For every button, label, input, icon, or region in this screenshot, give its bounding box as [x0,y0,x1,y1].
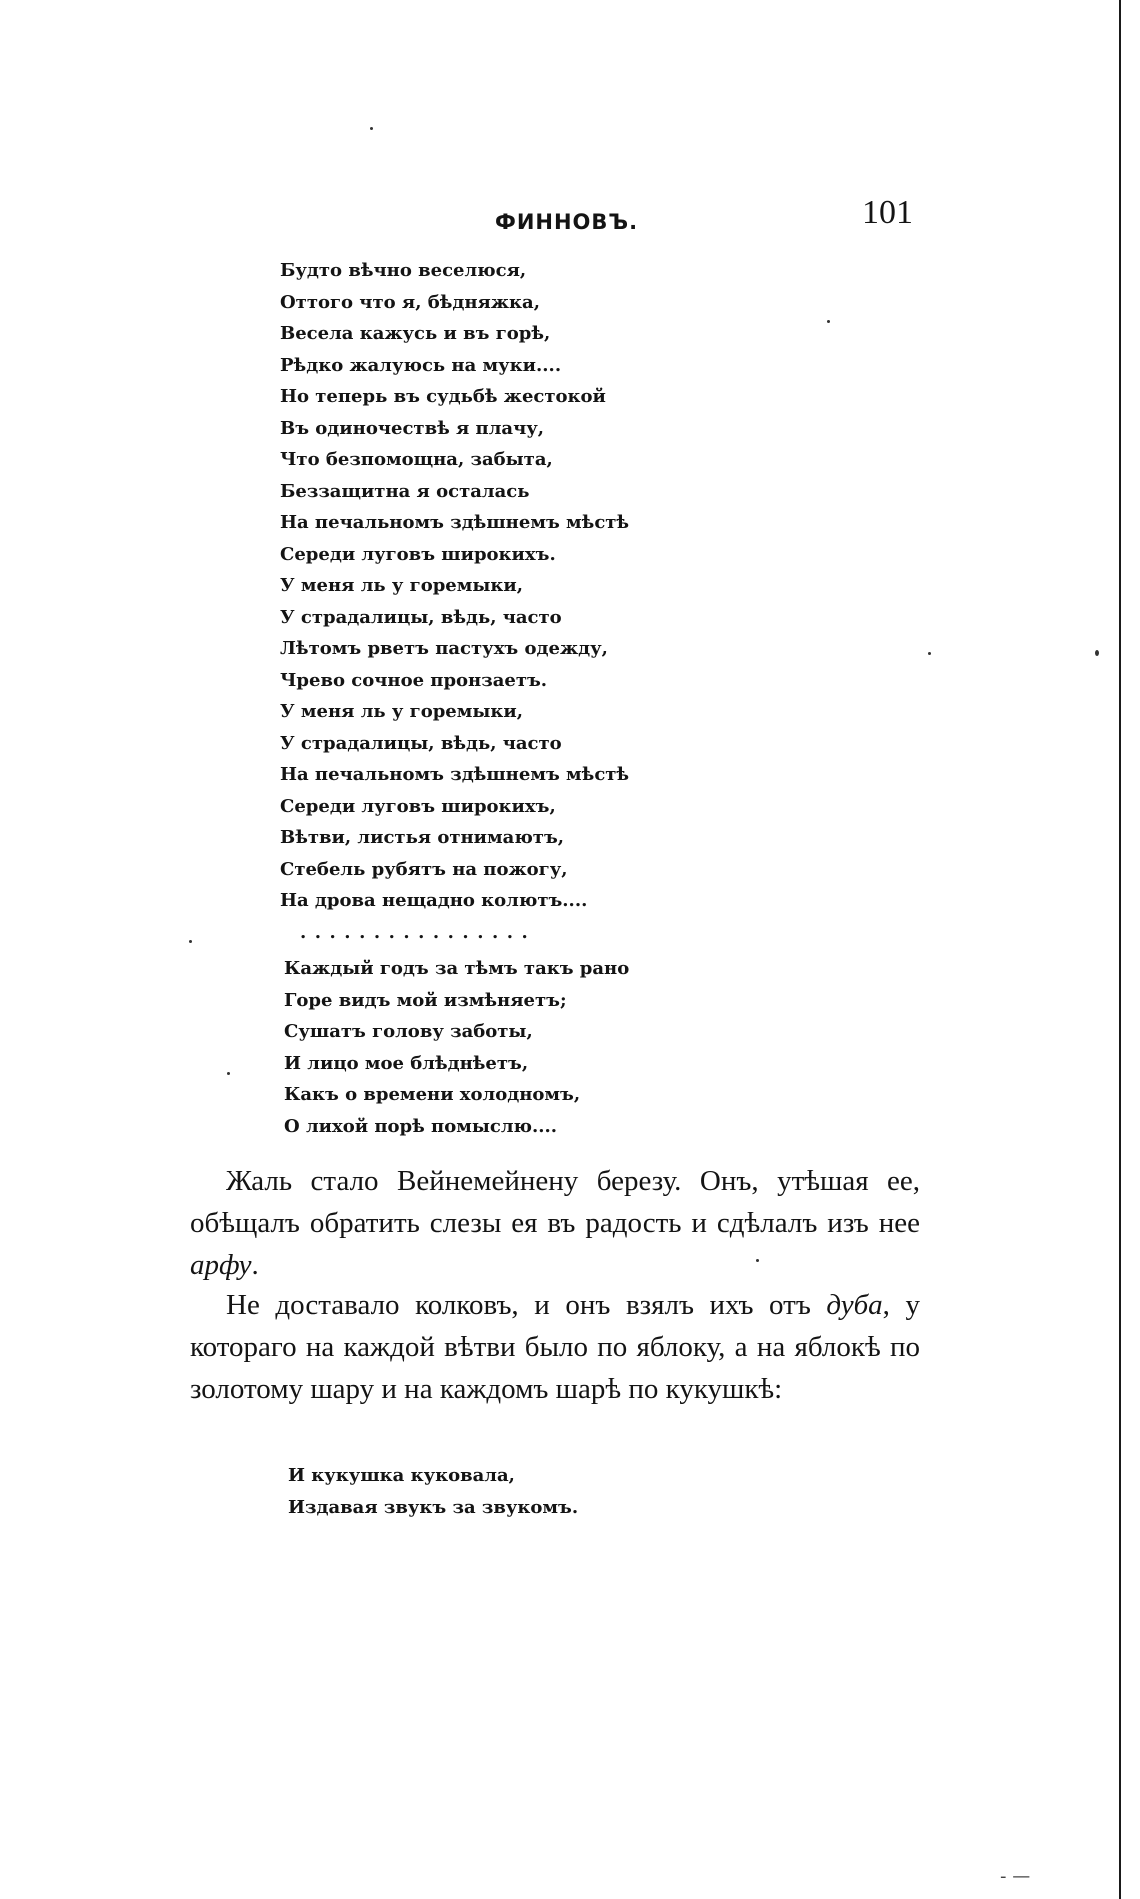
page-edge-line [1119,0,1121,1899]
verse-line: О лихой порѣ помыслю.... [284,1115,558,1137]
verse-line: У страдалицы, вѣдь, часто [280,606,562,628]
verse-line: На печальномъ здѣшнемъ мѣстѣ [280,512,630,533]
verse-line: Стебель рубятъ на пожогу, [280,858,568,880]
prose-emphasis: дуба [826,1289,883,1321]
verse-line: И лицо мое блѣднѣетъ, [284,1052,529,1074]
verse-line: У страдалицы, вѣдь, часто [280,732,562,754]
omission-dots: ................ [300,922,537,943]
verse-stanza-three [288,1460,578,1523]
footer-mark: - — [1000,1866,1031,1887]
print-speck [928,652,931,655]
verse-line: Будто вѣчно веселюся, [280,260,527,281]
prose-emphasis: арфу [190,1249,252,1281]
verse-line: На дрова нещадно колютъ.... [280,890,588,911]
verse-line: Беззащитна я осталась [280,480,530,502]
prose-text: . [251,1249,259,1281]
verse-line: Каждый годъ за тѣмъ такъ рано [284,958,630,979]
verse-stanza-two [284,953,629,1142]
print-speck [370,127,373,130]
verse-line: Что безпомощна, забыта, [280,449,553,470]
verse-line: Вѣтви, листья отнимаютъ, [280,827,565,848]
verse-stanza-one [280,255,629,917]
print-speck [756,1259,759,1262]
verse-line: Середи луговъ широкихъ, [280,795,556,817]
verse-line: Весела кажусь и въ горѣ, [280,323,551,344]
prose-text: , у котораго на каждой вѣтви было по яблоку, а на яблокѣ по золотому шару и на каждомъ шарѣ по кукушкѣ: [190,1289,920,1405]
print-speck [1095,650,1099,656]
verse-line: Рѣдко жалуюсь на муки.... [280,354,562,376]
print-speck [189,940,192,943]
verse-line: И кукушка куковала, [288,1465,515,1486]
verse-line: У меня ль у горемыки, [280,701,524,722]
verse-line: Оттого что я, бѣдняжка, [280,291,540,313]
verse-line: Лѣтомъ рветъ пастухъ одежду, [280,638,608,659]
prose-paragraph-harp [190,1160,920,1286]
prose-paragraph-pegs [190,1284,920,1410]
prose-text: Жаль стало Вейнемейнену березу. Онъ, утѣшая ее, обѣщалъ обратить слезы ея въ радость и сдѣлалъ изъ нее [190,1165,920,1239]
page-number: 101 [862,194,913,231]
prose-text: Не доставало колковъ, и онъ взялъ ихъ отъ [226,1289,827,1321]
verse-line: Но теперь въ судьбѣ жестокой [280,386,606,407]
verse-line: Горе видъ мой измѣняетъ; [284,989,567,1011]
verse-line: Чрево сочное пронзаетъ. [280,669,548,691]
verse-line: Сушатъ голову заботы, [284,1021,533,1042]
verse-line: На печальномъ здѣшнемъ мѣстѣ [280,764,630,785]
verse-line: Издавая звукъ за звукомъ. [288,1496,579,1518]
print-speck [227,1072,230,1075]
verse-line: Какъ о времени холодномъ, [284,1084,581,1105]
verse-line: Въ одиночествѣ я плачу, [280,417,545,439]
print-speck [827,320,830,323]
running-head: ФИННОВЪ. [495,210,639,234]
verse-line: У меня ль у горемыки, [280,575,524,596]
verse-line: Середи луговъ широкихъ. [280,543,556,565]
